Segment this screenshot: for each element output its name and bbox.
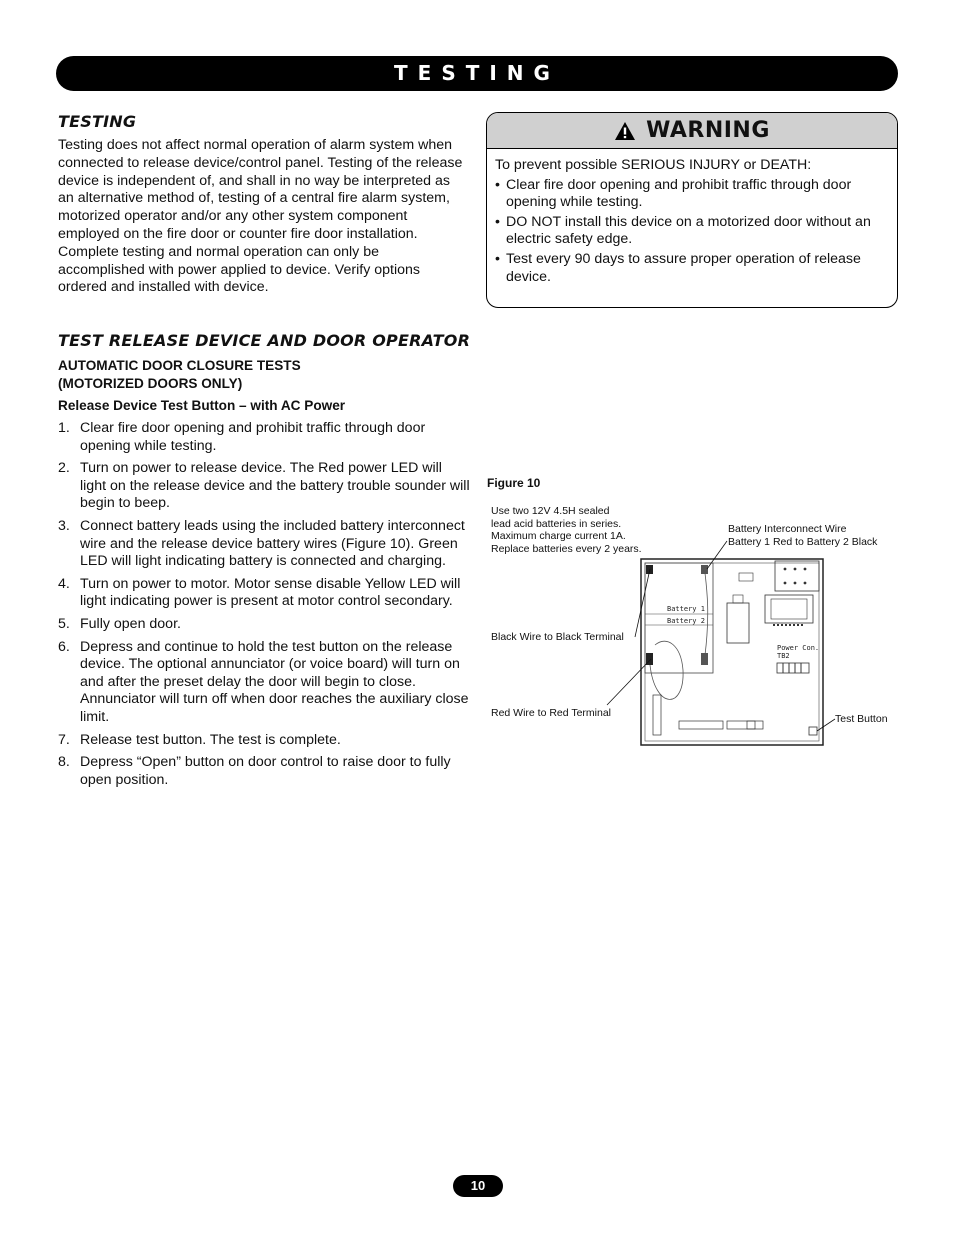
warning-item: • Test every 90 days to assure proper operation of release device. — [495, 250, 861, 285]
warning-body — [487, 149, 897, 286]
battery-1-label: Battery 1 — [667, 605, 705, 613]
test-step: 5. Fully open door. — [58, 615, 181, 632]
test-step: 6. Depress and continue to hold the test button on the release device. The optional annunciator (or voice board) will turn on and after the preset delay the door will begin to close. Annunciator will turn off when door reaches the auxiliary close limit. — [58, 638, 469, 725]
test-steps-list — [58, 420, 470, 794]
warning-item: • DO NOT install this device on a motorized door without an electric safety edge. — [495, 213, 871, 248]
test-step: 3. Connect battery leads using the included battery interconnect wire and the release device battery wires (Figure 10). Green LED will light indicating battery is connected and charging. — [58, 517, 465, 570]
battery-note: Use two 12V 4.5H sealed lead acid batteries in series. Maximum charge current 1A. Replace batteries every 2 years. — [491, 505, 642, 555]
test-step: 7. Release test button. The test is complete. — [58, 731, 341, 748]
battery-2-label: Battery 2 — [667, 617, 705, 625]
tb2-label: TB2 — [777, 652, 790, 660]
test-step: 8. Depress “Open” button on door control to raise door to fully open position. — [58, 754, 451, 788]
test-button-label: Test Button — [835, 713, 888, 725]
test-button-subheading: Release Device Test Button – with AC Power — [58, 398, 346, 413]
warning-triangle-icon — [614, 121, 636, 141]
page-banner: TESTING — [56, 56, 898, 91]
test-step: 2. Turn on power to release device. The Red power LED will light on the release device and the battery trouble sounder will begin to beep. — [58, 460, 470, 512]
power-con-label: Power Con. — [777, 644, 820, 652]
testing-paragraph: Testing does not affect normal operation of alarm system when connected to release device/control panel. Testing of the release device is independent of, and shall in no way be interpreted as an alternative method of, testing of a central fire alarm system, motorized operator and/or any other system component employed on the fire door or counter fire door installation. Complete testing and normal operation can only be accomplished with power applied to device. Verify options ordered and installed with device. — [58, 137, 463, 296]
red-wire-label: Red Wire to Red Terminal — [491, 707, 612, 719]
warning-intro: To prevent possible SERIOUS INJURY or DEATH: — [495, 157, 812, 173]
test-step: 1. Clear fire door opening and prohibit traffic through door opening while testing. — [58, 420, 426, 454]
test-release-heading: TEST RELEASE DEVICE AND DOOR OPERATOR — [58, 331, 471, 350]
warning-list — [495, 177, 889, 287]
warning-item: • Clear fire door opening and prohibit traffic through door opening while testing. — [495, 176, 852, 211]
test-step: 4. Turn on power to motor. Motor sense disable Yellow LED will light indicating power is present at motor control secondary. — [58, 575, 461, 610]
warning-header — [487, 113, 897, 149]
figure-label: Figure 10 — [487, 476, 541, 490]
warning-title: WARNING — [646, 118, 770, 143]
page-number: 10 — [453, 1175, 503, 1197]
testing-heading: TESTING — [58, 112, 137, 131]
warning-box — [486, 112, 898, 308]
wiring-diagram — [595, 535, 895, 750]
interconnect-note: Battery Interconnect Wire Battery 1 Red to Battery 2 Black — [728, 523, 878, 548]
closure-tests-subheading-1: AUTOMATIC DOOR CLOSURE TESTS — [58, 358, 301, 373]
black-wire-label: Black Wire to Black Terminal — [491, 631, 624, 643]
closure-tests-subheading-2: (MOTORIZED DOORS ONLY) — [58, 376, 243, 391]
